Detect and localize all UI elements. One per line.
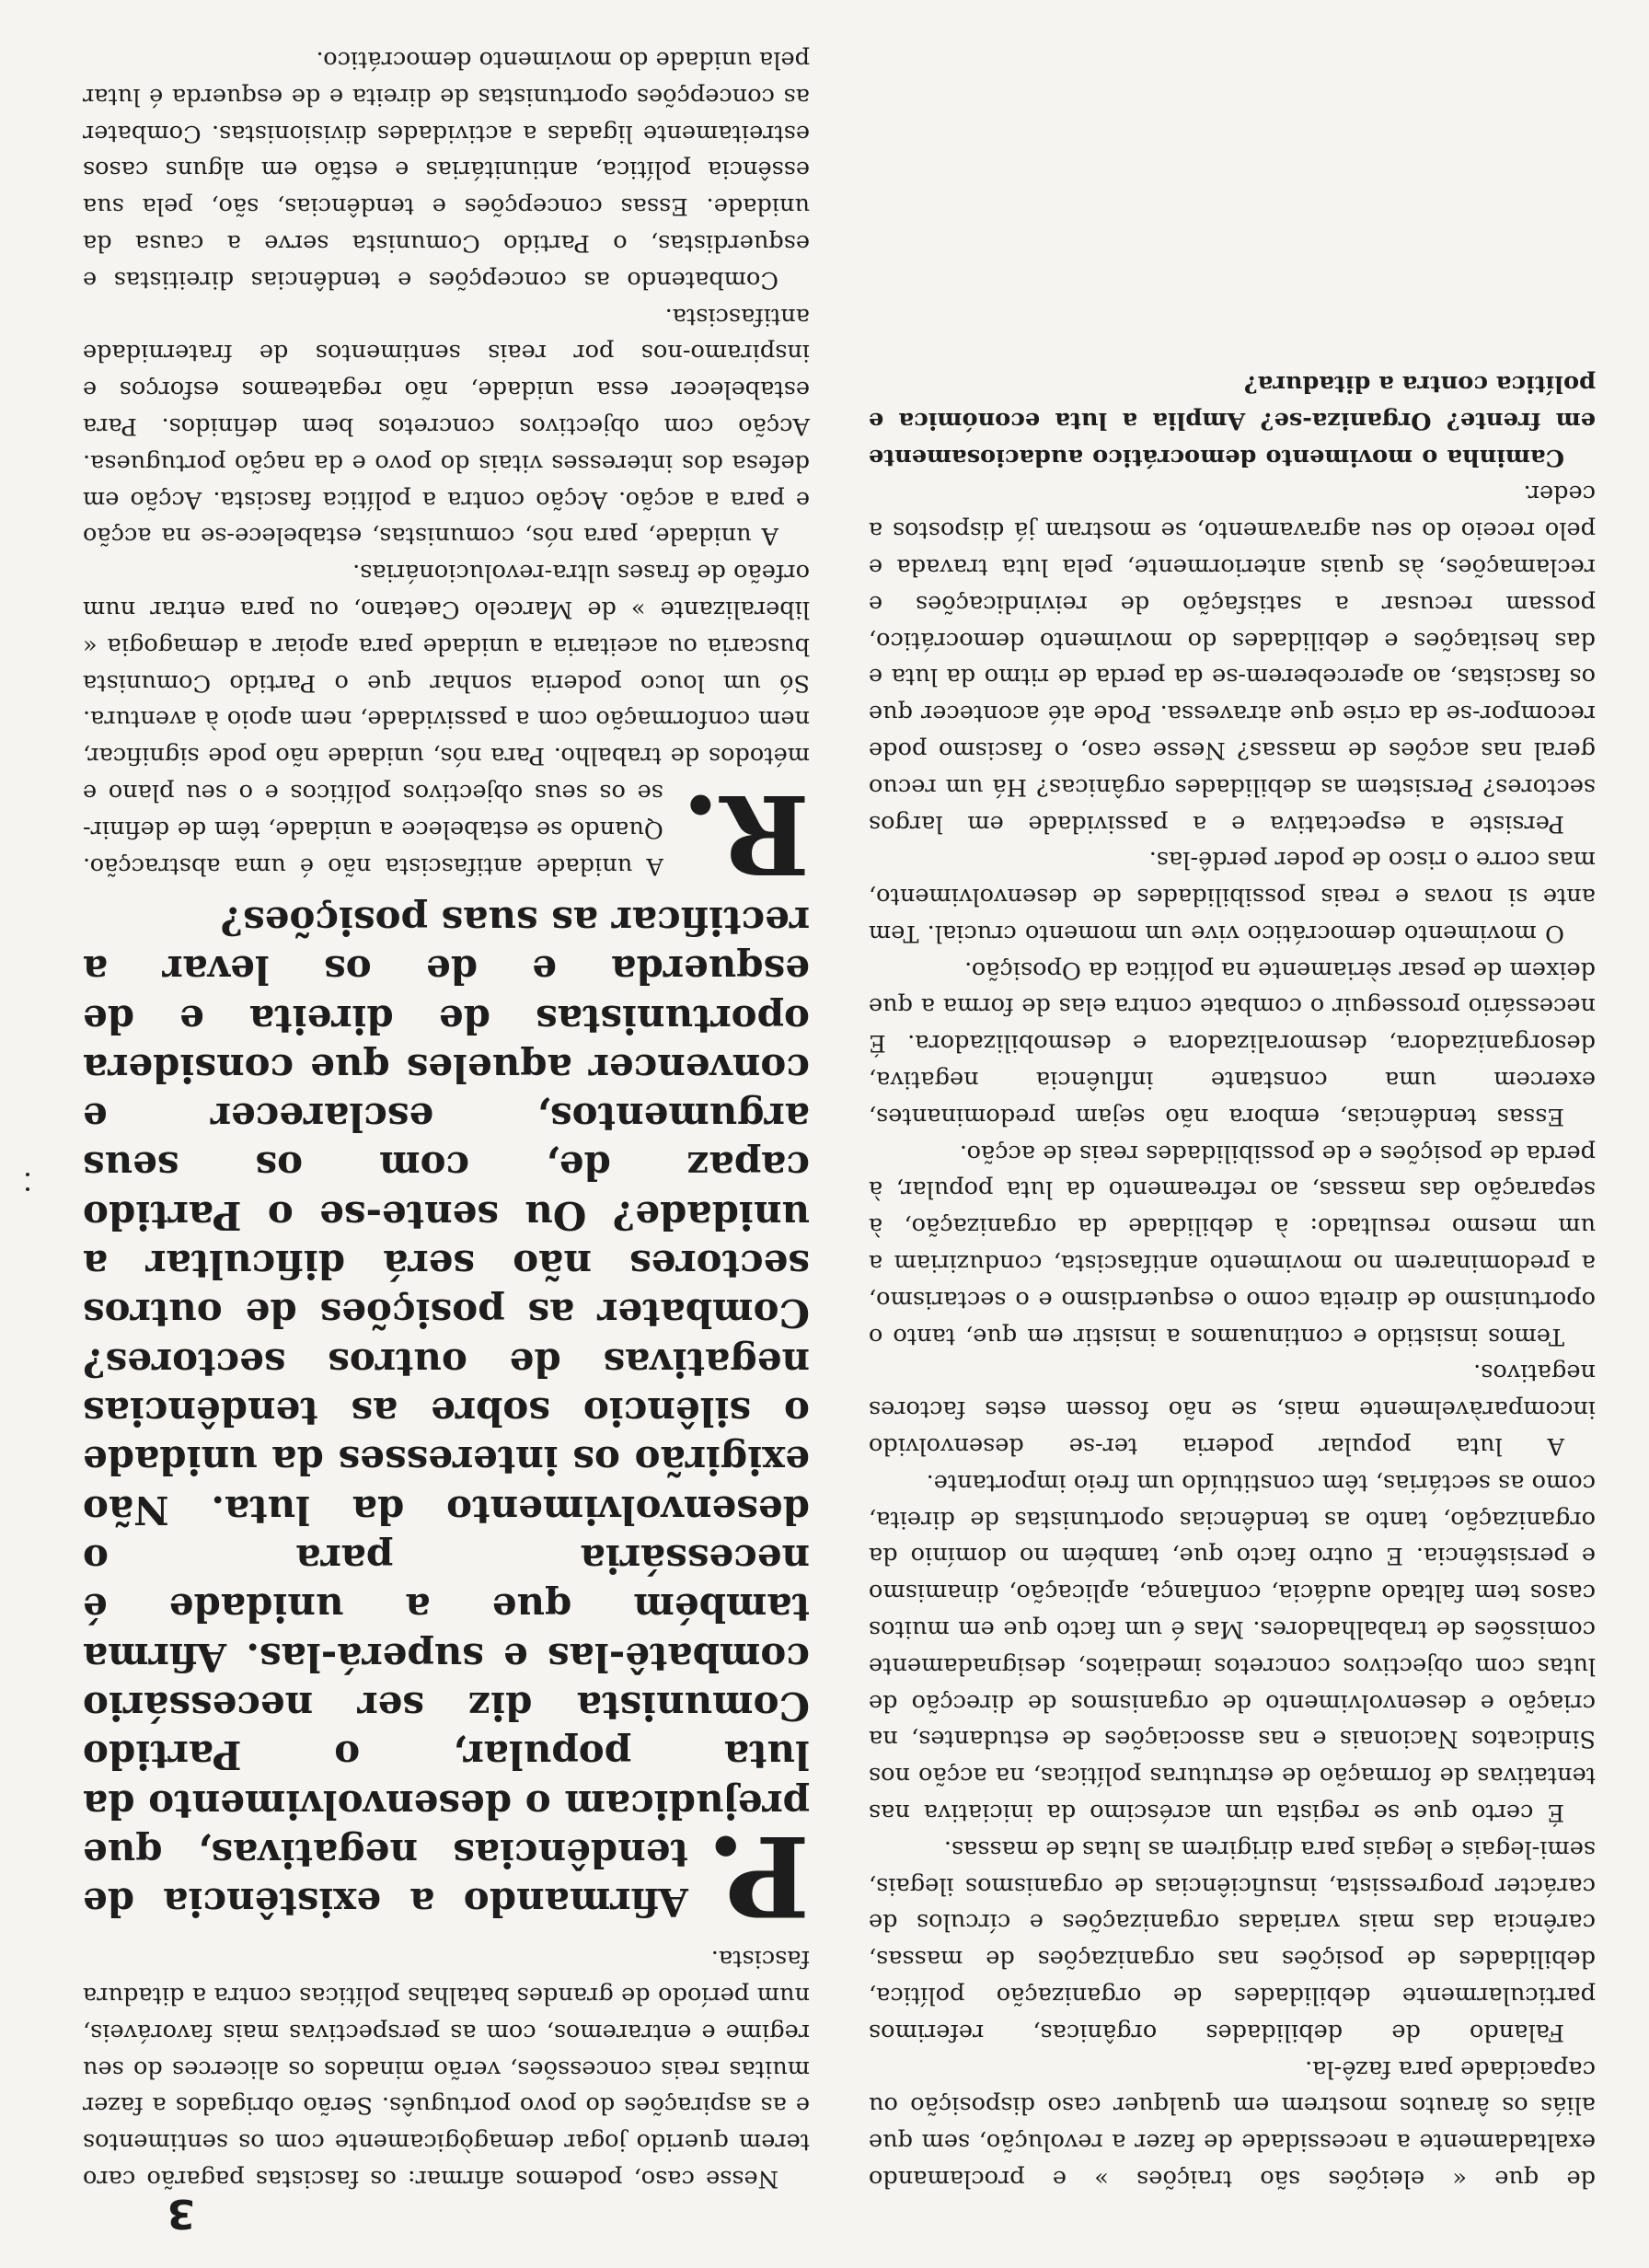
question-text: Afirmando a existência de tendências negativas, que prejudicam o desenvolvimento da luta popular, o Partido Comunista diz ser necessário combatê-las e superá-las. Afirma também que a unidade é necessária para o desenvolvimento da luta. Não exigirão os interesses da unidade o silêncio sobre as tendências negativas de outros sectores? Combater as posições de outros sectores não será dificultar a unidade? Ou sente-se o Partido capaz de, com os seus argumentos, esclarecer e convencer aqueles que considera oportunistas de direita e de esquerda e de os levar a rectificar as suas posições?	[83, 897, 810, 1926]
right-column	[83, 46, 810, 2196]
paragraph: É certo que se regista um acréscimo da iniciativa nas tentativas de formação de estruturas políticas, na acção nos Sindicatos Nacionais e nas associações de estudantes, na criação e desenvolvimento de organismos de direcção de lutas com objectivos concretos imediatos, designadamente comissões de trabalhadores. Mas é um facto que em muitos casos tem faltado audácia, confiança, aplicação, dinamismo e persistência. E outro facto que, também no domínio da organização, tanto as tendências oportunistas de direita, como as sectárias, têm constituído um freio importante.	[869, 1468, 1596, 1827]
answer-paragraph: A unidade antifascista não é uma abstracção. Quando se estabelece a unidade, têm de definir-se os seus objectivos políticos e o seu plano e métodos de trabalho. Para nós, unidade não pode significar, nem conformação com a passividade, nem apoio à aventura. Só um louco poderia sonhar que o Partido Comunista buscaria ou aceitaria a unidade para apoiar a demagogia « liberalizante » de Marcelo Caetano, ou para entrar num orfeão de frases ultra-revolucionárias.	[83, 559, 810, 880]
paragraph: Falando de debilidades orgânicas, referimos particularmente debilidades de organização política, debilidades de posições nas organizações de massas, carência das mais variadas organizações e círculos de carácter progressista, insuficiências de organismos ilegais, semi-legais e legais para dirigirem as lutas de massas.	[869, 1834, 1596, 2046]
paragraph: Caminha o movimento democrático audaciosamente em frente? Organiza-se? Amplia a luta económica e política contra a ditadura?	[869, 369, 1596, 471]
margin-mark	[26, 1187, 29, 1191]
paragraph: de que « eleições são traições » e proclamando exaltadamente a necessidade de fazer a revolução, sem que aliás os ârautos mostrem em qualquer caso disposição ou capacidade para fazê-la.	[869, 2054, 1596, 2193]
left-column	[869, 79, 1596, 2196]
answer-paragraph: A unidade, para nós, comunistas, estabelece-se na acção e para a acção. Acção contra a política fascista. Acção em defesa dos interesses vitais do povo e da nação portuguesa. Acção com objectivos concretos bem definidos. Para estabelecer essa unidade, não regateamos esforços e inspiramo-nos por reais sentimentos de fraternidade antifascista.	[83, 302, 810, 550]
answer-block	[83, 40, 810, 898]
paragraph: Persiste a espectativa e a passividade em largos sectores? Persistem as debilidades orgânicas? Há um recuo geral nas acções de massas? Nesse caso, o fascismo pode recompor-se da crise que atravessa. Pode até acontecer que os fascistas, ao aperceberem-se da perda de ritmo da luta e das hesitações e debilidades do movimento democrático, possam recusar a satisfação de reivindicações e reclamações, às quais anteriormente, pela luta travada e pelo receio do seu agravamento, se mostram já dispostos a ceder.	[869, 480, 1596, 838]
question-block	[83, 897, 810, 1941]
answer-paragraph: Combatendo as concepções e tendências direitistas e esquerdistas, o Partido Comunista serve a causa da unidade. Essas concepções e tendências, são, pela sua essência política, antiunitárias e estão em alguns casos estreitamente ligadas a actividades divisionistas. Combater as concepções oportunistas de direita e de esquerda é lutar pela unidade do movimento democrático.	[83, 46, 810, 294]
paragraph: Temos insistido e continuamos a insistir em que, tanto o oportunismo de direita como o esquerdismo e o sectarismo, a predominarem no movimento antifascista, conduziriam a um mesmo resultado: à debilidade da organização, à separação das massas, ao refreamento da luta popular, à perda de posições e de possibilidades reais de acção.	[869, 1139, 1596, 1350]
page-number: 3	[167, 2190, 195, 2237]
question-letter: P.	[706, 1811, 810, 1941]
paragraph: A luta popular poderia ter-se desenvolvido incomparàvelmente mais, se não fossem estes factores negativos.	[869, 1359, 1596, 1461]
paragraph: O movimento democrático vive um momento crucial. Tem ante si novas e reais possibilidades de desenvolvimento, mas corre o risco de poder perdê-las.	[869, 846, 1596, 947]
paragraph: Essas tendências, embora não sejam predominantes, exercem uma constante influência negativa, desorganizadora, desmoralizadora e desmobilizadora. É necessário prosseguir o combate contra elas de forma a que deixem de pesar sèriamente na política da Oposição.	[869, 955, 1596, 1130]
margin-mark	[26, 1173, 29, 1176]
answer-letter: R.	[681, 770, 810, 898]
intro-paragraph: Nesse caso, podemos afirmar: os fascistas pagarão caro terem querido jogar demagògicamente com os sentimentos e as aspirações do povo português. Serão obrigados a fazer muitas reais concessões, verão minados os alicerces do seu regime e entraremos, com as perspectivas mais favoráveis, num período de grandes batalhas políticas contra a ditadura fascista.	[83, 1945, 810, 2193]
